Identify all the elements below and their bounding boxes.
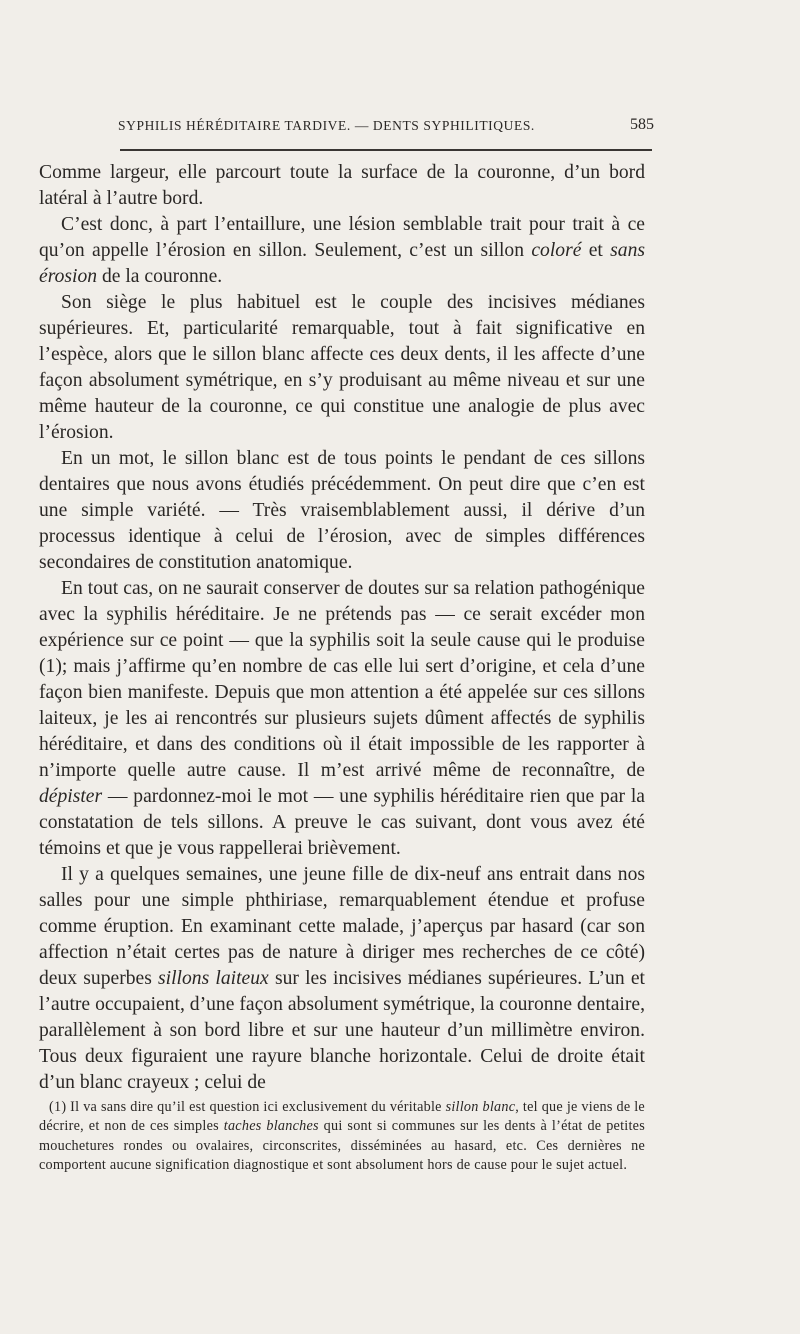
italic-run: sans érosion bbox=[39, 240, 646, 287]
italic-run: sillons laiteux bbox=[158, 968, 269, 989]
italic-run: taches blanches bbox=[223, 1118, 319, 1135]
italic-run: coloré bbox=[531, 240, 582, 261]
text-run: et bbox=[581, 240, 611, 261]
text-run: Il y a quelques semaines, une jeune fille de dix-neuf ans entrait dans nos salles pour une simple phthiriase, remarquablement étendue et profuse comme éruption. En examinant cette malade, j’aperçus par hasard (car son affection n’était certes pas de nature à diriger mes recherches de ce côté) deux superbes bbox=[39, 864, 645, 989]
text-run: Comme largeur, elle parcourt toute la surface de la couronne, d’un bord latéral à l’autre bord. bbox=[39, 162, 645, 209]
header-rule bbox=[120, 149, 652, 151]
footnote-text bbox=[39, 1098, 645, 1176]
text-run: En un mot, le sillon blanc est de tous points le pendant de ces sillons dentaires que nous avons étudiés précédemment. On peut dire que c’en est une simple variété. — Très vraisemblablement aussi, il dérive d’un processus identique à celui de l’érosion, avec de simples différences secondaires de constitution anatomique. bbox=[39, 448, 645, 573]
text-run: En tout cas, on ne saurait conserver de doutes sur sa relation pathogénique avec la syphilis héréditaire. Je ne prétends pas — ce serait excéder mon expérience sur ce point — que la syphilis soit la seule cause qui le produise (1); mais j’affirme qu’en nombre de cas elle lui sert d’origine, et cela d’une façon bien manifeste. Depuis que mon attention a été appelée sur ces sillons laiteux, je les ai rencontrés sur plusieurs sujets dûment affectés de syphilis héréditaire, et dans des conditions où il était impossible de les rapporter à n’importe quelle autre cause. Il m’est arrivé même de reconnaître, de bbox=[39, 578, 645, 781]
text-run: (1) Il va sans dire qu’il est question ici exclusivement du véritable bbox=[49, 1099, 446, 1115]
paragraph-5 bbox=[39, 576, 645, 862]
paragraph-6 bbox=[39, 862, 645, 1096]
text-run: de la couronne. bbox=[97, 266, 223, 287]
paragraph-4 bbox=[39, 446, 645, 576]
text-run: , tel que je viens de le décrire, et non de ces simples bbox=[39, 1099, 645, 1135]
text-run: Son siège le plus habituel est le couple des incisives médianes supérieures. Et, particularité remarquable, tout à fait significative en l’espèce, alors que le sillon blanc affecte ces deux dents, il les affecte d’une façon absolument symétrique, en s’y produisant au même niveau et sur une même hauteur de la couronne, ce qui constitue une analogie de plus avec l’érosion. bbox=[39, 292, 645, 443]
running-title: SYPHILIS HÉRÉDITAIRE TARDIVE. — DENTS SYPHILITIQUES. bbox=[118, 118, 535, 133]
italic-run: sillon blanc bbox=[445, 1099, 516, 1115]
text-run: qui sont si communes sur les dents à l’état de petites mouchetures rondes ou ovalaires, circonscrites, disséminées au hasard, etc. Ces dernières ne comportent aucune signification diagnostique et sont absolument hors de cause pour le sujet actuel. bbox=[39, 1118, 645, 1174]
running-header bbox=[118, 118, 654, 140]
footnote bbox=[39, 1098, 645, 1176]
text-run: — pardonnez-moi le mot — une syphilis héréditaire rien que par la constatation de tels sillons. A preuve le cas suivant, dont vous avez été témoins et que je vous rappellerai brièvement. bbox=[39, 786, 645, 859]
paragraph-1 bbox=[39, 160, 645, 212]
paragraph-2 bbox=[39, 212, 645, 290]
text-run: sur les incisives médianes supérieures. L’un et l’autre occupaient, d’une façon absolument symétrique, la couronne dentaire, parallèlement à son bord libre et sur une hauteur d’un millimètre environ. Tous deux figuraient une rayure blanche horizontale. Celui de droite était d’un blanc crayeux ; celui de bbox=[39, 968, 645, 1093]
text-run: C’est donc, à part l’entaillure, une lésion semblable trait pour trait à ce qu’on appelle l’érosion en sillon. Seulement, c’est un sillon bbox=[39, 214, 645, 261]
italic-run: dépister bbox=[39, 786, 103, 807]
paragraph-3 bbox=[39, 290, 645, 446]
page-number: 585 bbox=[630, 116, 654, 133]
main-text bbox=[39, 160, 645, 1096]
